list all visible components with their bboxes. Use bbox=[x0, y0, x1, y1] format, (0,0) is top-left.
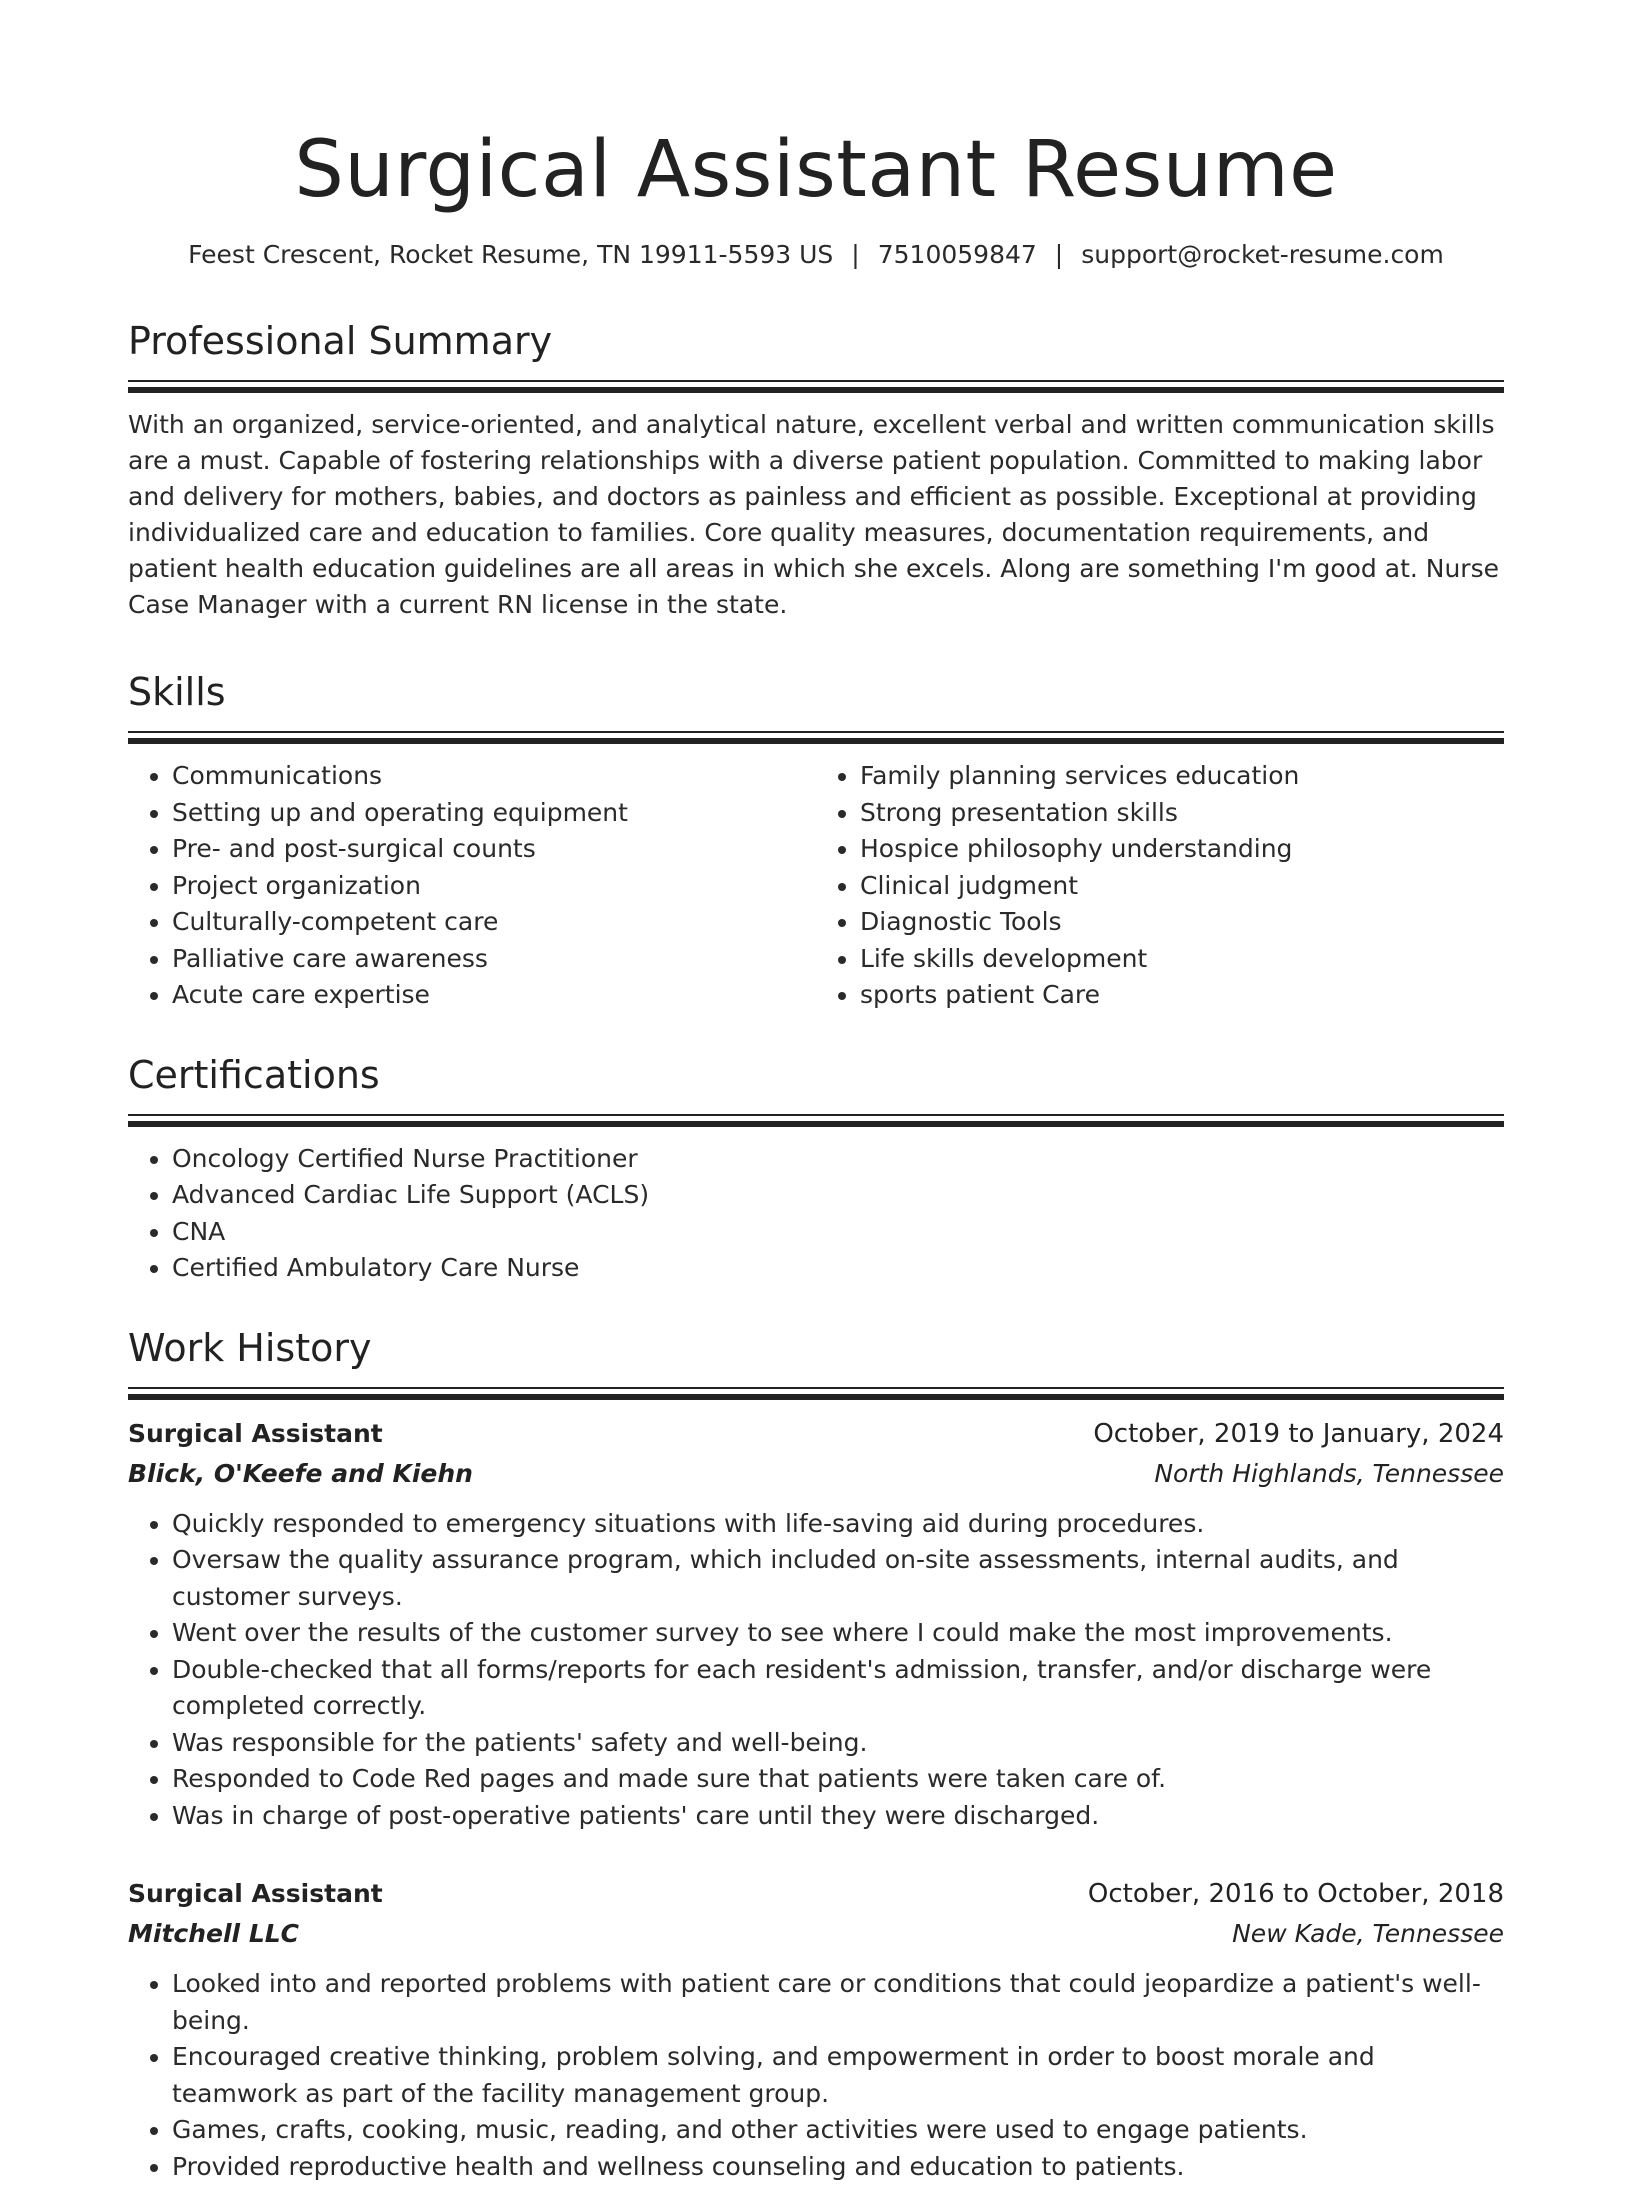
job-entry bbox=[128, 1874, 1504, 2185]
job-dates: October, 2019 to January, 2024 bbox=[1093, 1414, 1504, 1454]
skills-list-left bbox=[128, 758, 816, 1014]
job-bullets bbox=[128, 1506, 1504, 1835]
skill-item: • Communications bbox=[172, 758, 816, 795]
job-company: Blick, O'Keefe and Kiehn bbox=[128, 1454, 473, 1494]
job-bullet: • Looked into and reported problems with patient care or conditions that could jeopardize a patient's well-being. bbox=[172, 1966, 1504, 2039]
section-heading: Certifications bbox=[128, 1050, 1504, 1100]
skill-item: • Clinical judgment bbox=[860, 868, 1504, 905]
section-divider bbox=[128, 1114, 1504, 1127]
skill-item: • Strong presentation skills bbox=[860, 795, 1504, 832]
skill-item: • Palliative care awareness bbox=[172, 941, 816, 978]
certifications-section bbox=[128, 1050, 1504, 1287]
skill-item: • Hospice philosophy understanding bbox=[860, 831, 1504, 868]
job-bullets bbox=[128, 1966, 1504, 2185]
job-company: Mitchell LLC bbox=[128, 1914, 299, 1954]
job-bullet: • Games, crafts, cooking, music, reading, and other activities were used to engage patients. bbox=[172, 2112, 1504, 2149]
skill-item: • Life skills development bbox=[860, 941, 1504, 978]
certification-item: • CNA bbox=[172, 1214, 1504, 1251]
job-location: New Kade, Tennessee bbox=[1232, 1914, 1504, 1954]
skill-item: • sports patient Care bbox=[860, 977, 1504, 1014]
job-bullet: • Responded to Code Red pages and made sure that patients were taken care of. bbox=[172, 1761, 1504, 1798]
contact-email[interactable]: support@rocket-resume.com bbox=[1081, 240, 1444, 269]
skill-item: • Pre- and post-surgical counts bbox=[172, 831, 816, 868]
skill-item: • Diagnostic Tools bbox=[860, 904, 1504, 941]
job-bullet: • Was responsible for the patients' safety and well-being. bbox=[172, 1725, 1504, 1762]
job-location: North Highlands, Tennessee bbox=[1154, 1454, 1504, 1494]
section-heading: Work History bbox=[128, 1323, 1504, 1373]
summary-section bbox=[128, 316, 1504, 623]
job-title: Surgical Assistant bbox=[128, 1874, 383, 1914]
job-bullet: • Oversaw the quality assurance program, which included on-site assessments, internal audits, and customer surveys. bbox=[172, 1542, 1504, 1615]
skills-grid bbox=[128, 758, 1504, 1014]
certification-item: • Oncology Certified Nurse Practitioner bbox=[172, 1141, 1504, 1178]
resume-page bbox=[128, 118, 1504, 2185]
skill-item: • Setting up and operating equipment bbox=[172, 795, 816, 832]
section-heading: Skills bbox=[128, 667, 1504, 717]
section-heading: Professional Summary bbox=[128, 316, 1504, 366]
certifications-list bbox=[128, 1141, 1504, 1287]
section-divider bbox=[128, 731, 1504, 744]
section-divider bbox=[128, 380, 1504, 393]
work-history-section bbox=[128, 1323, 1504, 2185]
summary-text: With an organized, service-oriented, and analytical nature, excellent verbal and written communication skills are a must. Capable of fostering relationships with a diverse patient population. Committed to making labor and delivery for mothers, babies, and doctors as painless and efficient as possible. Exceptional at providing individualized care and education to families. Core quality measures, documentation requirements, and patient health education guidelines are all areas in which she excels. Along are something I'm good at. Nurse Case Manager with a current RN license in the state. bbox=[128, 407, 1504, 623]
job-dates: October, 2016 to October, 2018 bbox=[1088, 1874, 1504, 1914]
section-divider bbox=[128, 1387, 1504, 1400]
skill-item: • Culturally-competent care bbox=[172, 904, 816, 941]
certification-item: • Certified Ambulatory Care Nurse bbox=[172, 1250, 1504, 1287]
resume-title: Surgical Assistant Resume bbox=[128, 118, 1504, 222]
job-entry bbox=[128, 1414, 1504, 1835]
skill-item: • Project organization bbox=[172, 868, 816, 905]
skill-item: • Acute care expertise bbox=[172, 977, 816, 1014]
job-bullet: • Provided reproductive health and wellness counseling and education to patients. bbox=[172, 2149, 1504, 2185]
job-bullet: • Encouraged creative thinking, problem solving, and empowerment in order to boost morale and teamwork as part of the facility management group. bbox=[172, 2039, 1504, 2112]
job-bullet: • Went over the results of the customer survey to see where I could make the most improvements. bbox=[172, 1615, 1504, 1652]
contact-separator: | bbox=[833, 240, 877, 269]
contact-phone: 7510059847 bbox=[878, 240, 1037, 269]
contact-separator: | bbox=[1037, 240, 1081, 269]
job-title: Surgical Assistant bbox=[128, 1414, 383, 1454]
job-bullet: • Quickly responded to emergency situations with life-saving aid during procedures. bbox=[172, 1506, 1504, 1543]
contact-line bbox=[128, 238, 1504, 272]
skill-item: • Family planning services education bbox=[860, 758, 1504, 795]
skills-list-right bbox=[816, 758, 1504, 1014]
skills-section bbox=[128, 667, 1504, 1014]
contact-address: Feest Crescent, Rocket Resume, TN 19911-5593 US bbox=[188, 240, 833, 269]
certification-item: • Advanced Cardiac Life Support (ACLS) bbox=[172, 1177, 1504, 1214]
job-bullet: • Double-checked that all forms/reports for each resident's admission, transfer, and/or discharge were completed correctly. bbox=[172, 1652, 1504, 1725]
job-bullet: • Was in charge of post-operative patients' care until they were discharged. bbox=[172, 1798, 1504, 1835]
